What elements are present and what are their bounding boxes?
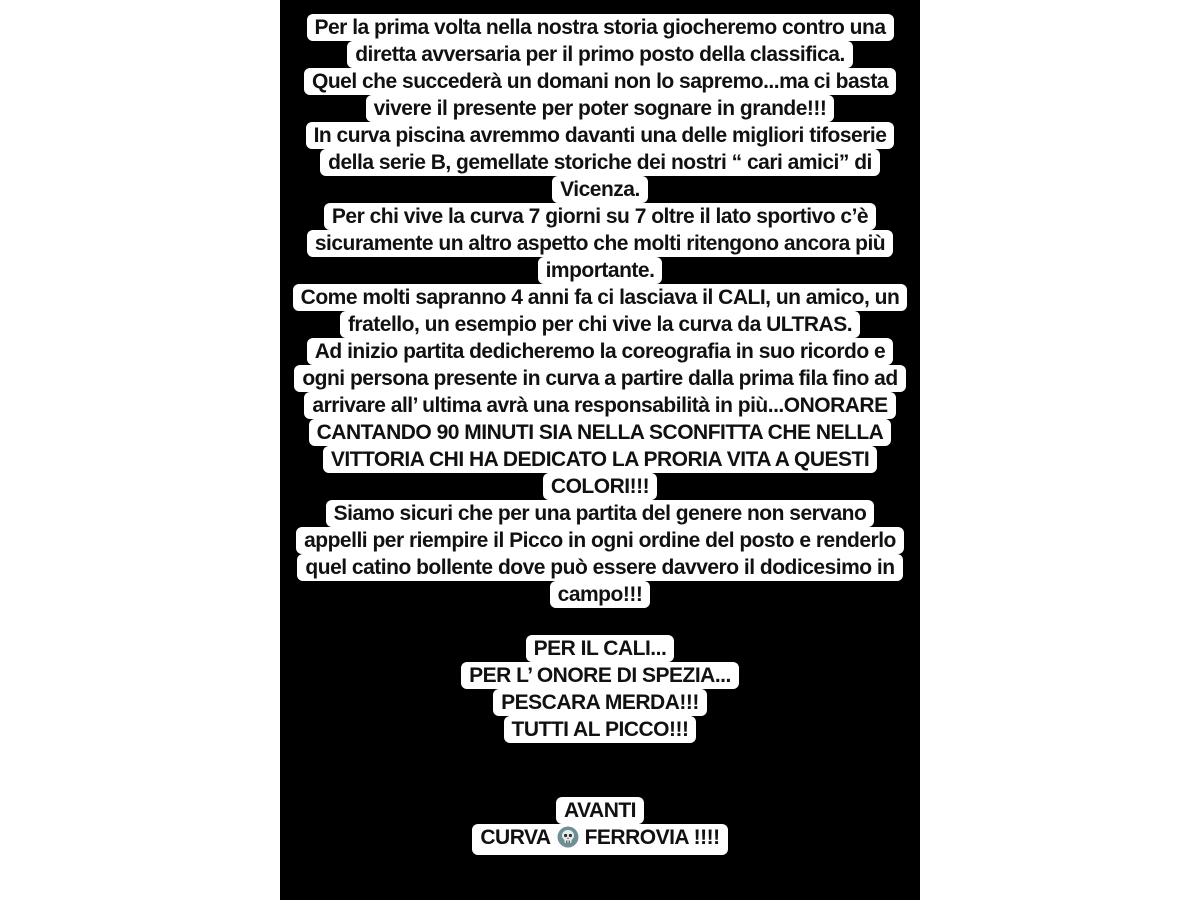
closing-word: CURVA xyxy=(480,826,551,849)
story-line: quel catino bollente dove può essere davvero il dodicesimo in xyxy=(297,554,902,581)
story-line: Per la prima volta nella nostra storia giocheremo contro una xyxy=(307,14,894,41)
story-line: In curva piscina avremmo davanti una delle migliori tifoserie xyxy=(306,122,895,149)
chant-line: PESCARA MERDA!!! xyxy=(493,689,707,716)
story-line: arrivare all’ ultima avrà una responsabilità in più...ONORARE xyxy=(304,392,895,419)
closing-line xyxy=(472,824,727,855)
story-line: Ad inizio partita dedicheremo la coreografia in suo ricordo e xyxy=(307,338,893,365)
story-line: Vicenza. xyxy=(552,176,648,203)
story-line: sicuramente un altro aspetto che molti ritengono ancora più xyxy=(307,230,893,257)
spacer xyxy=(280,770,920,797)
closing-word: FERROVIA !!!! xyxy=(584,826,720,849)
story-line: Come molti sapranno 4 anni fa ci lasciava il CALI, un amico, un xyxy=(293,284,908,311)
skull-icon xyxy=(557,826,579,855)
story-canvas xyxy=(280,0,920,900)
story-line: diretta avversaria per il primo posto della classifica. xyxy=(347,41,853,68)
chant-line: TUTTI AL PICCO!!! xyxy=(504,716,697,743)
story-line: campo!!! xyxy=(550,581,651,608)
story-line: Quel che succederà un domani non lo sapremo...ma ci basta xyxy=(304,68,896,95)
story-line: Siamo sicuri che per una partita del genere non servano xyxy=(326,500,875,527)
story-line: ogni persona presente in curva a partire dalla prima fila fino ad xyxy=(294,365,905,392)
story-line: appelli per riempire il Picco in ogni ordine del posto e renderlo xyxy=(296,527,904,554)
story-line: CANTANDO 90 MINUTI SIA NELLA SCONFITTA CHE NELLA xyxy=(309,419,892,446)
story-line: VITTORIA CHI HA DEDICATO LA PRORIA VITA A QUESTI xyxy=(323,446,877,473)
story-text xyxy=(280,14,920,855)
story-line: vivere il presente per poter sognare in grande!!! xyxy=(366,95,835,122)
chant-line: PER L’ ONORE DI SPEZIA... xyxy=(461,662,739,689)
spacer xyxy=(280,743,920,770)
story-line: Per chi vive la curva 7 giorni su 7 oltre il lato sportivo c’è xyxy=(324,203,876,230)
story-line: della serie B, gemellate storiche dei nostri “ cari amici” di xyxy=(320,149,880,176)
story-line: fratello, un esempio per chi vive la curva da ULTRAS. xyxy=(340,311,860,338)
spacer xyxy=(280,608,920,635)
chant-line: PER IL CALI... xyxy=(526,635,675,662)
story-line: importante. xyxy=(538,257,663,284)
story-line: COLORI!!! xyxy=(543,473,657,500)
closing-line: AVANTI xyxy=(556,797,644,824)
